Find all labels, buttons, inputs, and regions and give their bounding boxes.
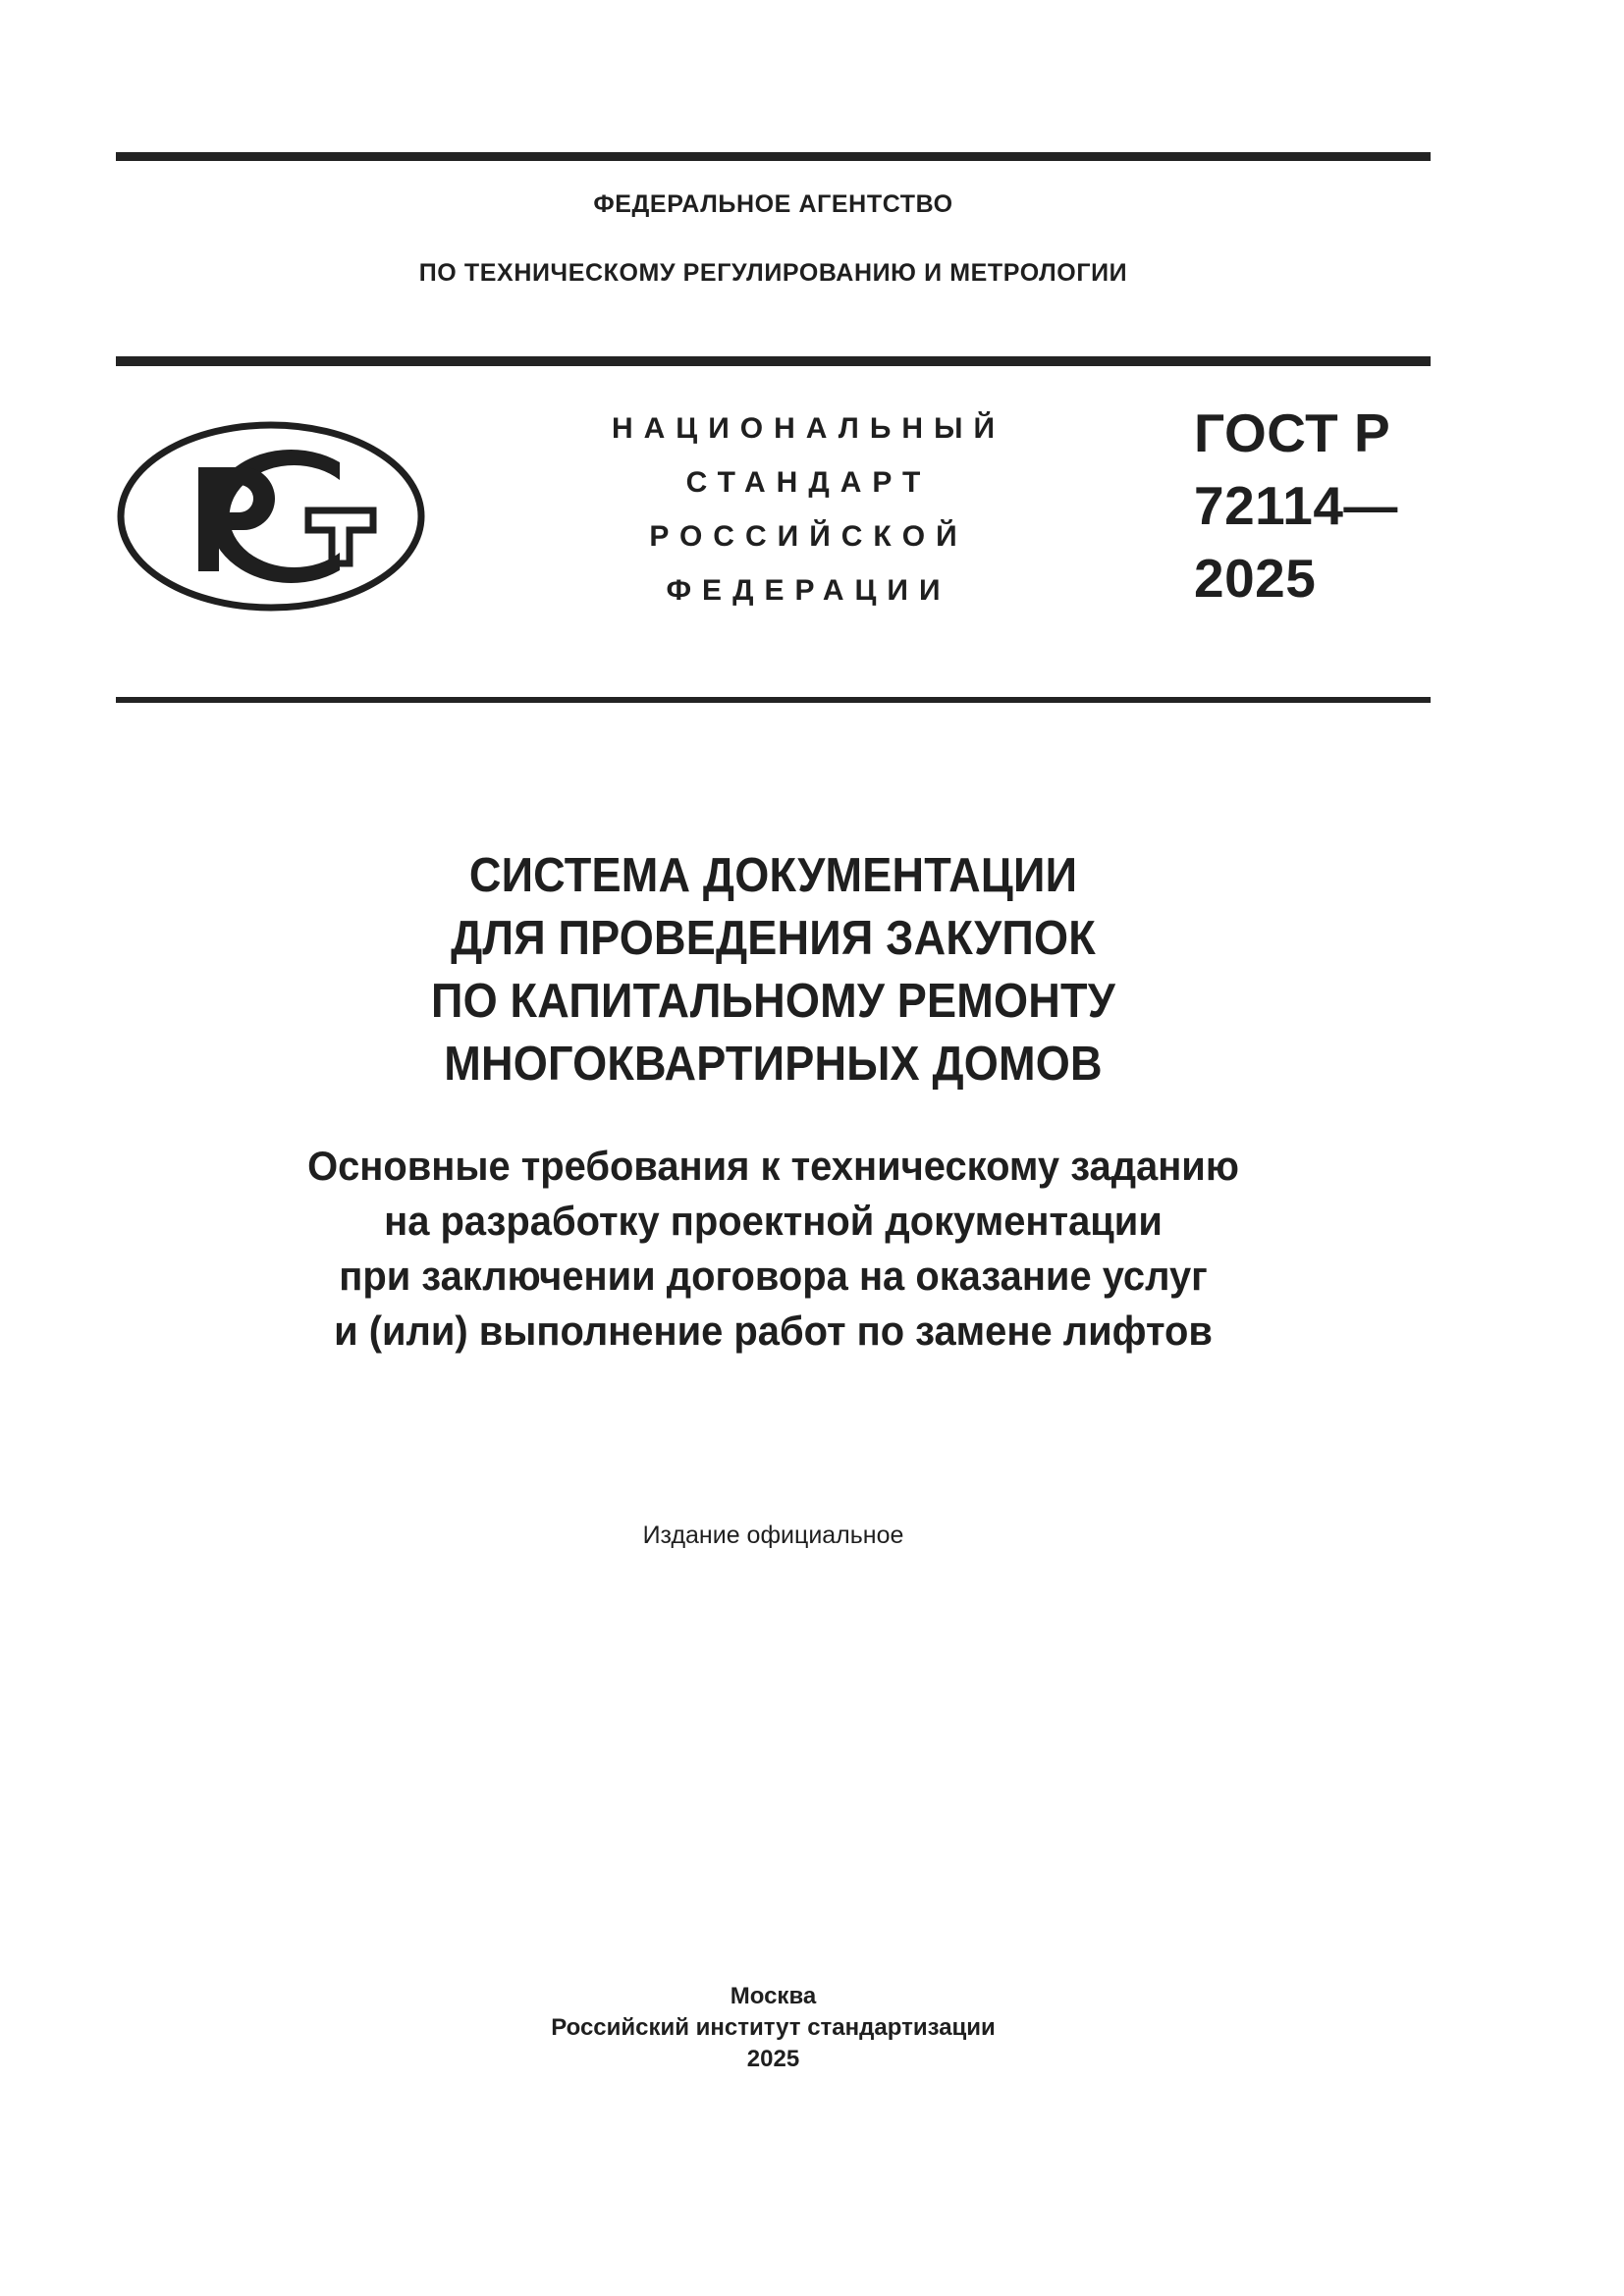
gost-r-certification-oval-emblem xyxy=(116,420,426,613)
header-rule-middle xyxy=(116,356,1431,366)
subtitle-line-4: и (или) выполнение работ по замене лифтов xyxy=(334,1308,1213,1354)
page-title xyxy=(116,844,1431,1095)
std-word-line-3: РОССИЙСКОЙ xyxy=(649,520,968,553)
std-word-line-4: ФЕДЕРАЦИИ xyxy=(666,574,951,607)
agency-block xyxy=(116,192,1431,286)
designation-line-2: 72114— xyxy=(1194,475,1398,536)
title-line-3: ПО КАПИТАЛЬНОМУ РЕМОНТУ xyxy=(431,975,1115,1028)
std-word-line-1: НАЦИОНАЛЬНЫЙ xyxy=(611,412,1006,445)
identification-block xyxy=(116,393,1431,677)
official-edition-notice: Издание официальное xyxy=(642,1522,904,1549)
title-line-2: ДЛЯ ПРОВЕДЕНИЯ ЗАКУПОК xyxy=(451,912,1096,965)
title-line-4: МНОГОКВАРТИРНЫХ ДОМОВ xyxy=(444,1038,1103,1091)
page-subtitle xyxy=(116,1139,1431,1359)
agency-line-2: ПО ТЕХНИЧЕСКОМУ РЕГУЛИРОВАНИЮ И МЕТРОЛОГИИ xyxy=(418,259,1128,287)
agency-line-1: ФЕДЕРАЛЬНОЕ АГЕНТСТВО xyxy=(593,190,953,218)
subtitle-line-1: Основные требования к техническому заданию xyxy=(307,1143,1239,1189)
imprint-publisher: Российский институт стандартизации xyxy=(551,2014,996,2041)
std-word-line-2: СТАНДАРТ xyxy=(685,466,932,499)
title-line-1: СИСТЕМА ДОКУМЕНТАЦИИ xyxy=(468,849,1078,902)
designation-line-1: ГОСТ Р xyxy=(1194,402,1391,463)
standard-designation-block xyxy=(1194,402,1398,609)
imprint-city: Москва xyxy=(730,1983,817,2009)
subtitle-line-3: при заключении договора на оказание услуг xyxy=(339,1253,1208,1299)
header-rule-top xyxy=(116,152,1431,161)
imprint-block xyxy=(116,1981,1431,2075)
subtitle-line-2: на разработку проектной документации xyxy=(384,1198,1163,1244)
national-standard-words xyxy=(489,414,1117,606)
imprint-year: 2025 xyxy=(746,2046,800,2072)
header-rule-bottom xyxy=(116,697,1431,703)
designation-line-3: 2025 xyxy=(1194,548,1317,609)
